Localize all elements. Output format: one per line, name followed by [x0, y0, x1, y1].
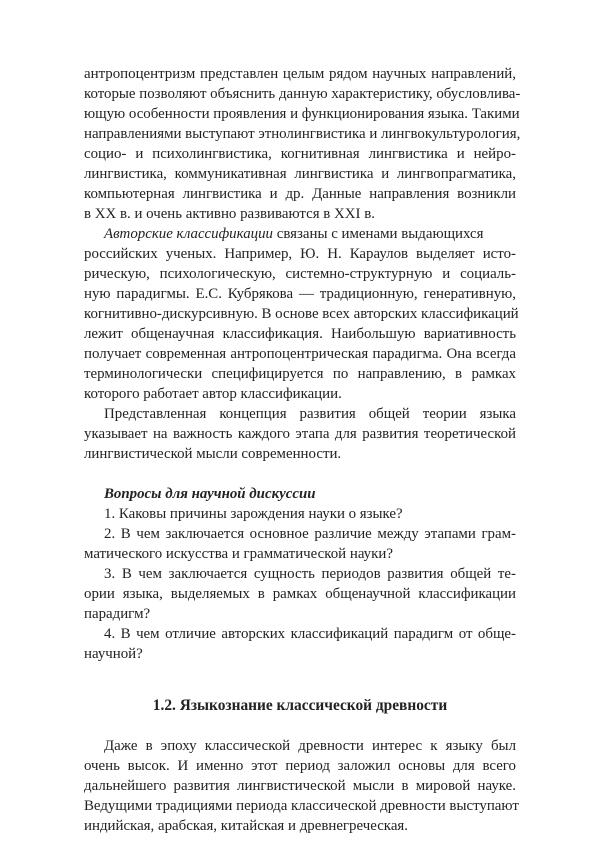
section-paragraph-line-1: Даже в эпоху классической древности интерес к языку был [104, 738, 516, 754]
paragraph-2-line-1-rest: связаны с именами выдающихся [273, 226, 484, 242]
paragraph-2-line-3: рическую, психологическую, системно-структурную и социаль- [84, 266, 516, 282]
paragraph-1-line-3: ющую особенности проявления и функционирования языка. Такими [84, 106, 520, 122]
paragraph-2-line-9: которого работает автор классификации. [84, 386, 342, 402]
questions-title: Вопросы для научной дискуссии [104, 486, 316, 502]
section-paragraph-line-3: дальнейшего развития лингвистической мысли в мировой науке. [84, 778, 516, 794]
question-4-line-1: 4. В чем отличие авторских классификаций парадигм от обще- [104, 626, 516, 642]
section-paragraph-line-4: Ведущими традициями периода классической древности выступают [84, 798, 519, 814]
paragraph-1-line-1: антропоцентризм представлен целым рядом научных направлений, [84, 66, 516, 82]
paragraph-1-line-6: лингвистика, коммуникативная лингвистика и лингвопрагматика, [84, 166, 516, 182]
paragraph-1-line-8: в ХХ в. и очень активно развиваются в ХХI в. [84, 206, 375, 222]
paragraph-2-line-1 [104, 224, 516, 244]
section-paragraph-line-5: индийская, арабская, китайская и древнегреческая. [84, 818, 408, 834]
paragraph-2-line-8: терминологически специфицируется по направлению, в рамках [84, 366, 516, 382]
question-2-line-2: матического искусства и грамматической науки? [84, 546, 393, 562]
question-2-line-1: 2. В чем заключается основное различие между этапами грам- [104, 526, 516, 542]
section-heading: 1.2. Языкознание классической древности [152, 697, 448, 714]
paragraph-3-line-1: Представленная концепция развития общей теории языка [104, 406, 516, 422]
paragraph-2-line-6: лежит общенаучная классификация. Наибольшую вариативность [84, 326, 516, 342]
paragraph-2-line-2: российских ученых. Например, Ю. Н. Караулов выделяет исто- [84, 246, 516, 262]
paragraph-1-line-4: направлениями выступают этнолингвистика и лингвокультурология, [84, 126, 521, 142]
question-4-line-2: научной? [84, 646, 143, 662]
question-3-line-1: 3. В чем заключается сущность периодов развития общей те- [104, 566, 516, 582]
question-1-line-1: 1. Каковы причины зарождения науки о языке? [104, 506, 403, 522]
paragraph-2-line-5: когнитивно-дискурсивную. В основе всех авторских классификаций [84, 306, 519, 322]
paragraph-1-line-5: социо- и психолингвистика, когнитивная лингвистика и нейро- [84, 146, 516, 162]
paragraph-2-line-7: получает современная антропоцентрическая парадигма. Она всегда [84, 346, 516, 362]
paragraph-3-line-3: лингвистической мысли современности. [84, 446, 342, 462]
paragraph-1-line-2: которые позволяют объяснить данную характеристику, обусловлива- [84, 86, 521, 102]
italic-term: Авторские классификации [104, 226, 273, 242]
question-3-line-2: ории языка, выделяемых в рамках общенаучной классификации [84, 586, 516, 602]
paragraph-3-line-2: указывает на важность каждого этапа для развития теоретической [84, 426, 516, 442]
section-paragraph-line-2: очень высок. И именно этот период заложил основы для всего [84, 758, 516, 774]
question-3-line-3: парадигм? [84, 606, 151, 622]
paragraph-1-line-7: компьютерная лингвистика и др. Данные направления возникли [84, 186, 516, 202]
paragraph-2-line-4: ную парадигмы. Е.С. Кубрякова — традиционную, генеративную, [84, 286, 516, 302]
